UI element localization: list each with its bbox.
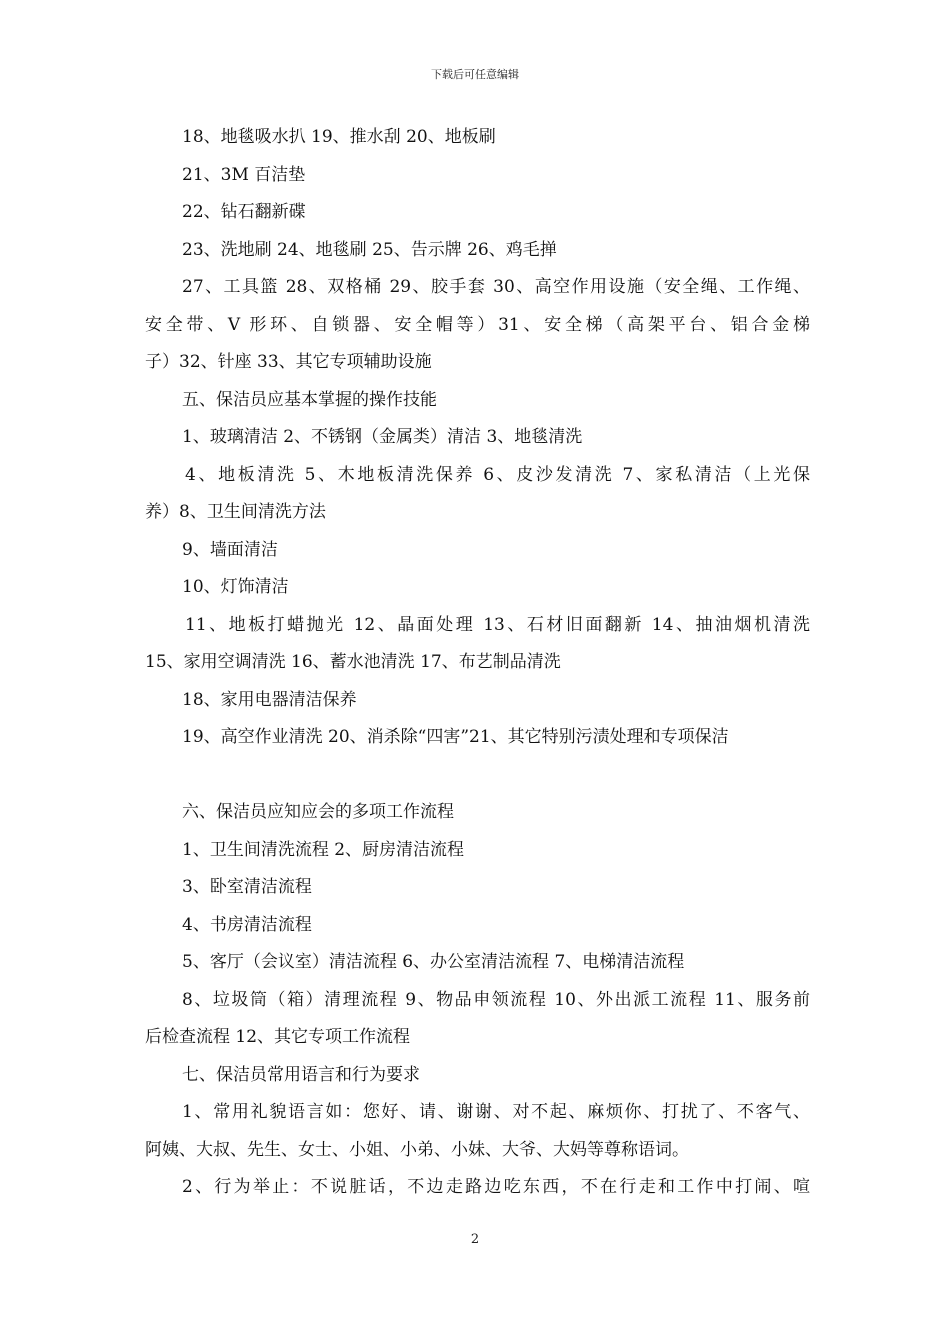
text-line: 阿姨、大叔、先生、女士、小姐、小弟、小妹、大爷、大妈等尊称语词。 [145, 1139, 689, 1160]
text-line: 27、工具篮 28、双格桶 29、胶手套 30、高空作用设施（安全绳、工作绳、 [182, 277, 810, 297]
section-heading: 六、保洁员应知应会的多项工作流程 [182, 802, 454, 822]
text-line: 10、灯饰清洁 [182, 577, 289, 597]
text-line: 4、书房清洁流程 [182, 914, 312, 935]
page-number: 2 [470, 1232, 480, 1247]
document-body [145, 119, 810, 1207]
section-heading: 五、保洁员应基本掌握的操作技能 [182, 389, 437, 410]
text-line: 23、洗地刷 24、地毯刷 25、告示牌 26、鸡毛掸 [182, 239, 557, 260]
text-line: 9、墙面清洁 [182, 539, 278, 560]
text-line: 1、常用礼貌语言如：您好、请、谢谢、对不起、麻烦你、打扰了、不客气、 [182, 1102, 810, 1122]
text-line: 19、高空作业清洗 20、消杀除“四害”21、其它特别污渍处理和专项保洁 [182, 727, 729, 747]
text-line: 18、家用电器清洁保养 [182, 689, 357, 710]
text-line: 5、客厅（会议室）清洁流程 6、办公室清洁流程 7、电梯清洁流程 [182, 952, 685, 972]
section-heading: 七、保洁员常用语言和行为要求 [182, 1064, 420, 1085]
text-line: 养）8、卫生间清洗方法 [145, 502, 326, 522]
text-line: 3、卧室清洁流程 [182, 877, 312, 897]
text-line: 后检查流程 12、其它专项工作流程 [145, 1027, 411, 1047]
paragraph-gap [145, 757, 810, 795]
page-header: 下载后可任意编辑 [431, 68, 519, 81]
text-line: 21、3M 百洁垫 [182, 164, 306, 185]
text-line: 1、卫生间清洗流程 2、厨房清洁流程 [182, 839, 465, 860]
text-line: 子）32、针座 33、其它专项辅助设施 [145, 352, 432, 372]
text-line: 1、玻璃清洁 2、不锈钢（金属类）清洁 3、地毯清洗 [182, 427, 583, 447]
text-line: 18、地毯吸水扒 19、推水刮 20、地板刷 [182, 127, 496, 147]
text-line: 11、地板打蜡抛光 12、晶面处理 13、石材旧面翻新 14、抽油烟机清洗 [185, 614, 810, 635]
text-line: 22、钻石翻新碟 [182, 202, 306, 222]
text-line: 安全带、V 形环、自锁器、安全帽等）31、安全梯（高架平台、铝合金梯 [145, 314, 810, 335]
text-line: 2、行为举止：不说脏话，不边走路边吃东西，不在行走和工作中打闹、喧 [182, 1177, 810, 1197]
text-line: 15、家用空调清洗 16、蓄水池清洗 17、布艺制品清洗 [145, 652, 561, 672]
text-line: 8、垃圾筒（箱）清理流程 9、物品申领流程 10、外出派工流程 11、服务前 [182, 989, 810, 1010]
text-line: 4、地板清洗 5、木地板清洗保养 6、皮沙发清洗 7、家私清洁（上光保 [185, 464, 810, 485]
